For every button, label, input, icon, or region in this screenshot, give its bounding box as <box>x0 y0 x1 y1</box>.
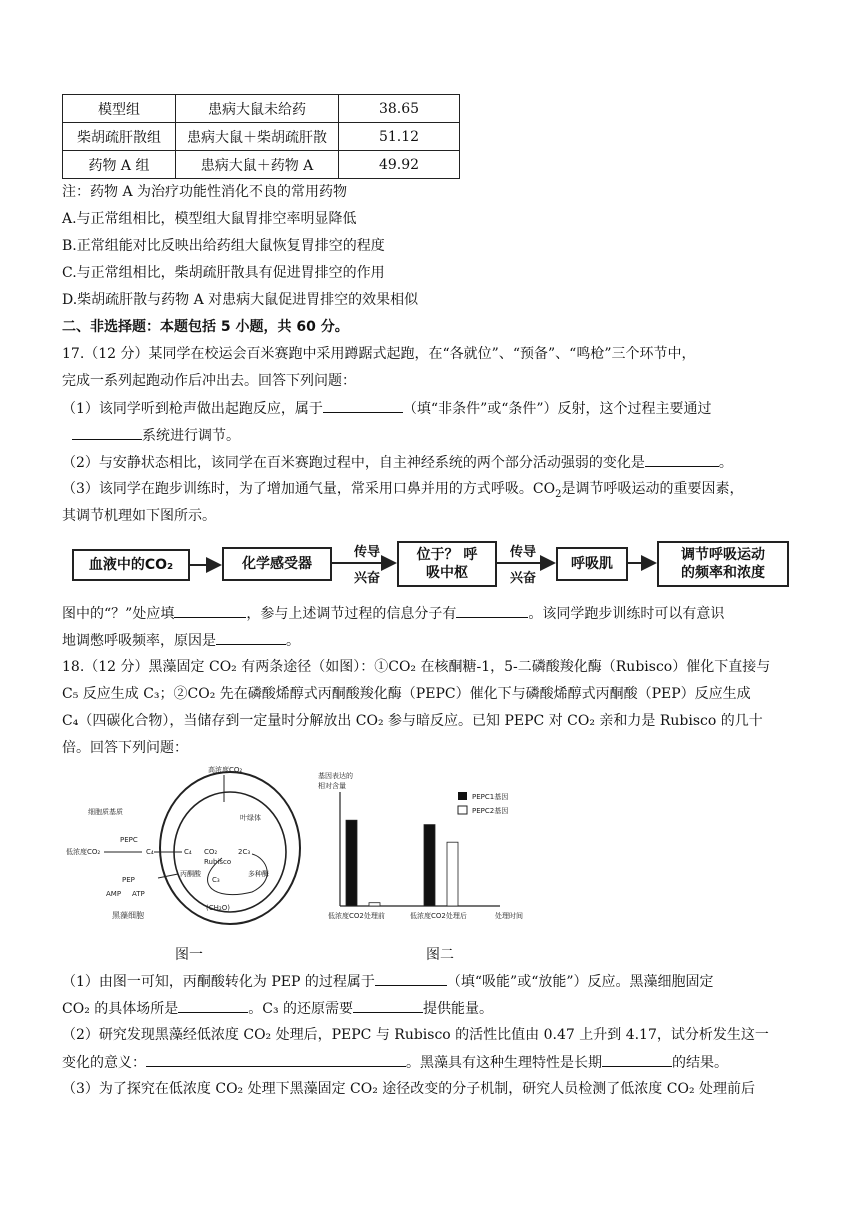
arrow-label: 传导 <box>354 545 381 560</box>
label-chloroplast: 叶绿体 <box>240 814 261 822</box>
text: 。C₃ 的还原需要 <box>248 1001 354 1017</box>
table-cell: 患病大鼠＋药物 A <box>176 151 339 179</box>
figure-2-caption: 图二 <box>426 947 454 963</box>
section-heading: 二、非选择题：本题包括 5 小题，共 60 分。 <box>62 319 349 335</box>
q18-part1 <box>62 971 714 992</box>
text: CO₂ 的具体场所是 <box>62 1001 179 1017</box>
text: 提供能量。 <box>423 1001 494 1017</box>
text: （填“非条件”或“条件”）反射，这个过程主要通过 <box>402 401 712 417</box>
label-pyruvate: 丙酮酸 <box>180 870 201 878</box>
text: 的结果。 <box>672 1055 728 1071</box>
answer-blank[interactable] <box>174 603 246 618</box>
table-cell: 柴胡疏肝散组 <box>63 123 176 151</box>
q18-part1-cont <box>62 998 493 1019</box>
arrow-label: 兴奋 <box>510 571 537 586</box>
q17-fig-question <box>62 603 724 624</box>
flow-box-respiratory-muscle: 呼吸肌 <box>556 547 628 581</box>
text: 。 <box>286 633 300 649</box>
text: 系统进行调节。 <box>142 428 240 444</box>
q18-part2-cont <box>62 1052 728 1073</box>
label-atp: ATP <box>132 890 145 898</box>
text: 。该同学跑步训练时可以有意识 <box>528 606 725 622</box>
label-low-co2: 低浓度CO₂ <box>66 848 101 856</box>
q18-part3: （3）为了探究在低浓度 CO₂ 处理下黑藻固定 CO₂ 途径改变的分子机制，研究人员检测了低浓度 CO₂ 处理前后 <box>62 1081 756 1097</box>
bar-pepc2-0 <box>369 903 380 906</box>
text: 图中的“？”处应填 <box>62 606 175 622</box>
label-enzymes: 多种酶 <box>248 870 269 878</box>
option-a: A.与正常组相比，模型组大鼠胃排空率明显降低 <box>62 211 357 227</box>
text: （填“吸能”或“放能”）反应。黑藻细胞固定 <box>446 974 714 990</box>
text: 是调节呼吸运动的重要因素， <box>561 481 744 497</box>
text: 的频率和浓度 <box>681 565 765 581</box>
table-cell: 模型组 <box>63 95 176 123</box>
q18-stem-4: 倍。回答下列问题： <box>62 740 188 756</box>
text: 吸中枢 <box>426 565 468 581</box>
answer-blank[interactable] <box>375 971 447 986</box>
answer-blank[interactable] <box>456 603 528 618</box>
label-matrix: 细胞质基质 <box>88 808 123 816</box>
label-rubisco: Rubisco <box>204 858 232 866</box>
bar-pepc2-1 <box>447 842 458 906</box>
arrow-label: 传导 <box>510 545 537 560</box>
legend-swatch-pepc1 <box>458 792 467 800</box>
x-tick-label: 低浓度CO2处理后 <box>410 912 467 920</box>
option-c: C.与正常组相比，柴胡疏肝散具有促进胃排空的作用 <box>62 265 385 281</box>
label-high-co2: 高浓度CO₂ <box>208 766 243 774</box>
text: 变化的意义： <box>62 1055 146 1071</box>
legend-swatch-pepc2 <box>458 806 467 814</box>
q17-stem: 17.（12 分）某同学在校运会百米赛跑中采用蹲踞式起跑，在“各就位”、“预备”、“鸣枪”三个环节中， <box>62 346 696 362</box>
label-pep: PEP <box>122 876 135 884</box>
label-c4-inner: C₄ <box>184 848 192 856</box>
answer-blank[interactable] <box>178 998 248 1013</box>
text: ，参与上述调节过程的信息分子有 <box>246 606 457 622</box>
cell-membrane <box>160 772 300 924</box>
arrow-label: 兴奋 <box>354 571 381 586</box>
label-cell: 黑藻细胞 <box>112 911 144 920</box>
q18-part2: （2）研究发现黑藻经低浓度 CO₂ 处理后，PEPC 与 Rubisco 的活性比值由 0.47 上升到 4.17，试分析发生这一 <box>62 1027 769 1043</box>
text: 。黑藻具有这种生理特性是长期 <box>406 1055 602 1071</box>
answer-blank[interactable] <box>216 630 286 645</box>
label-2c3: 2C₃ <box>238 848 251 856</box>
x-axis-label: 处理时间 <box>495 912 523 920</box>
chart-ylabel-1: 基因表达的 <box>318 772 353 780</box>
label-pepc: PEPC <box>120 836 138 844</box>
text: 。 <box>718 455 733 471</box>
table-note: 注：药物 A 为治疗功能性消化不良的常用药物 <box>62 184 348 200</box>
table-cell: 38.65 <box>339 95 460 123</box>
option-d: D.柴胡疏肝散与药物 A 对患病大鼠促进胃排空的效果相似 <box>62 292 419 308</box>
table-cell: 药物 A 组 <box>63 151 176 179</box>
figure-2-bar-chart <box>310 772 540 932</box>
q17-fig-question-cont <box>62 630 300 651</box>
table-cell: 51.12 <box>339 123 460 151</box>
text: （1）该同学听到枪声做出起跑反应，属于 <box>62 401 323 417</box>
q18-stem-3: C₄（四碳化合物），当储存到一定量时分解放出 CO₂ 参与暗反应。已知 PEPC 对 CO₂ 亲和力是 Rubisco 的几十 <box>62 713 763 729</box>
bar-pepc1-1 <box>424 825 435 906</box>
text: 调节呼吸运动 <box>681 547 765 563</box>
label-ch2o: (CH₂O) <box>206 904 230 912</box>
figure-1-caption: 图一 <box>175 947 203 963</box>
q18-stem: 18.（12 分）黑藻固定 CO₂ 有两条途径（如图）：①CO₂ 在核酮糖-1，5-二磷酸羧化酶（Rubisco）催化下直接与 <box>62 659 771 675</box>
text: （1）由图一可知，丙酮酸转化为 PEP 的过程属于 <box>62 974 375 990</box>
table-cell: 患病大鼠未给药 <box>176 95 339 123</box>
option-b: B.正常组能对比反映出给药组大鼠恢复胃排空的程度 <box>62 238 385 254</box>
text: （3）该同学在跑步训练时，为了增加通气量，常采用口鼻并用的方式呼吸。CO <box>62 481 556 497</box>
flow-box-chemoreceptor: 化学感受器 <box>222 547 332 581</box>
table-cell: 患病大鼠＋柴胡疏肝散 <box>176 123 339 151</box>
answer-blank[interactable] <box>602 1052 672 1067</box>
bar-pepc1-0 <box>346 820 357 906</box>
label-c4-outer: C₄ <box>146 848 154 856</box>
text: 地调憋呼吸频率，原因是 <box>62 633 216 649</box>
figure-1-cell-diagram <box>62 762 332 932</box>
legend-pepc1: PEPC1基因 <box>472 793 509 801</box>
flow-box-blood-co2: 血液中的CO₂ <box>72 549 190 581</box>
q17-stem-2: 完成一系列起跑动作后冲出去。回答下列问题： <box>62 373 356 389</box>
text: （2）与安静状态相比，该同学在百米赛跑过程中，自主神经系统的两个部分活动强弱的变化是 <box>62 455 645 471</box>
q17-part3-cont: 其调节机理如下图所示。 <box>62 508 216 524</box>
label-c3: C₃ <box>212 876 220 884</box>
q17-part3: （3）该同学在跑步训练时，为了增加通气量，常采用口鼻并用的方式呼吸。$CO_2$是调节呼吸运动的重要因素， <box>62 481 744 500</box>
q18-stem-2: C₅ 反应生成 C₃；②CO₂ 先在磷酸烯醇式丙酮酸羧化酶（PEPC）催化下与磷酸烯醇式丙酮酸（PEP）反应生成 <box>62 686 751 702</box>
table-cell: 49.92 <box>339 151 460 179</box>
x-tick-label: 低浓度CO2处理前 <box>328 912 385 920</box>
label-amp: AMP <box>106 890 122 898</box>
label-co2: CO₂ <box>204 848 218 856</box>
text: 位于？ 呼 <box>416 547 478 563</box>
answer-blank[interactable] <box>146 1052 406 1067</box>
answer-blank[interactable] <box>353 998 423 1013</box>
chart-ylabel-2: 相对含量 <box>318 782 346 790</box>
legend-pepc2: PEPC2基因 <box>472 807 509 815</box>
